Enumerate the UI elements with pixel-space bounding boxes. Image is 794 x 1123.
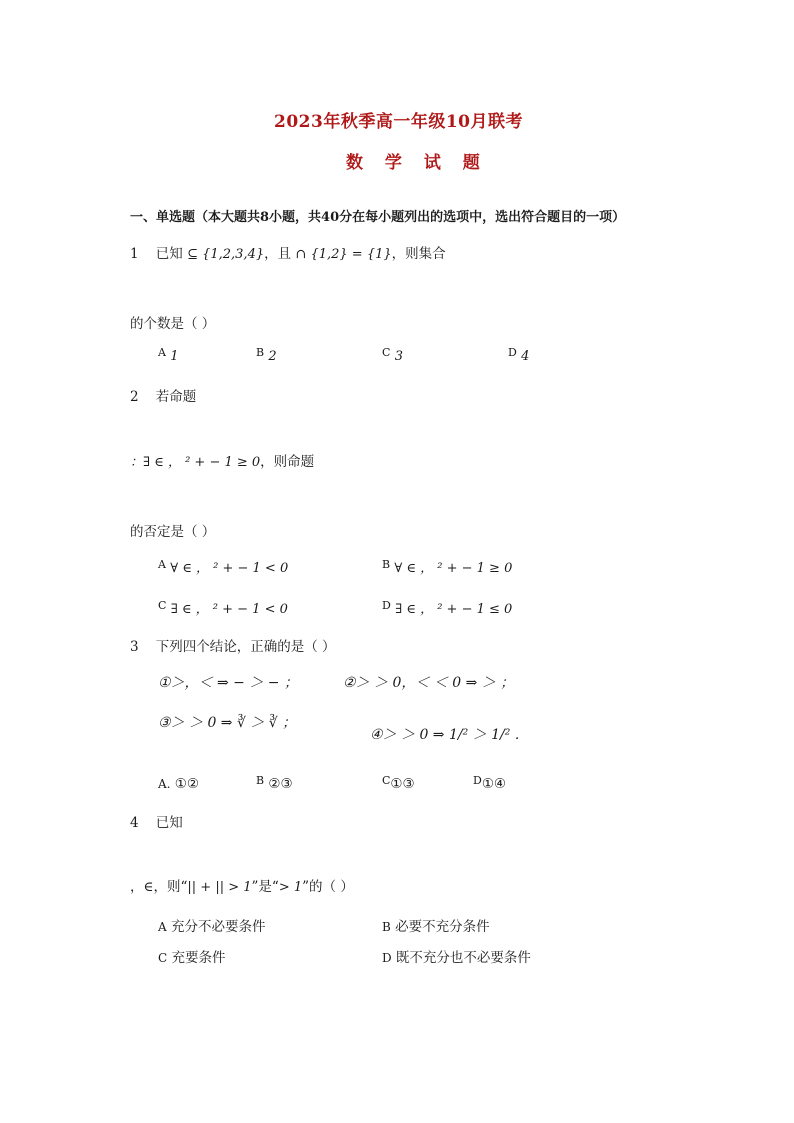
option-label: D — [508, 346, 517, 359]
math-expression: || + || > 1 — [187, 880, 252, 895]
question-4 — [130, 811, 183, 831]
question-1 — [130, 242, 446, 262]
option-label: B — [256, 346, 265, 359]
question-text: 已知 — [155, 815, 183, 831]
question-text: 已知 — [155, 246, 183, 262]
option-label: D — [382, 951, 392, 965]
option-label: A — [158, 920, 167, 934]
question-text: 的否定是（ ） — [130, 524, 216, 540]
option-a — [158, 776, 199, 792]
option-value: ∀ ∈ ， ² + − 1 < 0 — [170, 561, 289, 576]
option-label: D — [382, 599, 391, 612]
question-text: ，且 — [264, 246, 292, 262]
question-number: 1 — [130, 246, 139, 262]
math-expression: ∩ {1,2} = {1} — [295, 247, 392, 262]
question-text: ”是“ — [251, 879, 279, 895]
option-value: ∃ ∈ ， ² + − 1 ≤ 0 — [395, 602, 513, 617]
option-value: 3 — [394, 349, 403, 364]
statement-4: ④＞ ＞ 0 ⇒ 1/² ＞ 1/² ． — [370, 727, 529, 743]
option-b — [256, 348, 277, 364]
option-label: A. — [158, 777, 171, 791]
option-d — [382, 946, 531, 966]
option-d — [473, 776, 506, 792]
option-b — [256, 776, 293, 792]
option-value: ∀ ∈ ， ² + − 1 ≥ 0 — [394, 561, 513, 576]
option-label: A — [158, 346, 166, 359]
option-d — [508, 348, 529, 364]
question-text: 的个数是（ ） — [130, 316, 216, 332]
question-text: ”的（ ） — [302, 879, 354, 895]
option-value: ①④ — [481, 776, 507, 792]
math-expression: ⊆ {1,2,3,4} — [187, 247, 265, 262]
option-a — [158, 915, 265, 935]
option-value: 4 — [521, 349, 530, 364]
option-c — [382, 348, 403, 364]
option-label: A — [158, 558, 166, 571]
option-label: C — [158, 599, 167, 612]
option-a — [158, 348, 179, 364]
option-b — [382, 915, 490, 935]
statement-1: ①＞，＜ ⇒ − ＞ − ； — [158, 675, 298, 691]
option-value: 必要不充分条件 — [395, 919, 490, 935]
question-text: ，则命题 — [260, 454, 315, 470]
question-2 — [130, 385, 196, 405]
question-text: 若命题 — [155, 389, 197, 405]
question-text: ，则集合 — [391, 246, 446, 262]
math-expression: > 1 — [278, 880, 303, 895]
option-label: B — [382, 558, 391, 571]
exam-subtitle: 数 学 试 题 — [346, 153, 488, 173]
option-value: 1 — [170, 349, 179, 364]
option-c — [158, 598, 288, 617]
math-expression: ：∃ ∈ ， ² + − 1 ≥ 0 — [130, 455, 261, 470]
option-label: C — [382, 346, 391, 359]
question-number: 3 — [130, 639, 139, 655]
option-d — [382, 598, 512, 617]
question-text — [130, 450, 314, 470]
option-value: 充要条件 — [171, 950, 226, 966]
option-label: D — [473, 774, 482, 787]
statement-2: ②＞ ＞ 0，＜ ＜ 0 ⇒ ＞ ； — [343, 675, 515, 691]
option-label: B — [382, 920, 391, 934]
section-heading: 一、单选题（本大题共8小题，共40分在每小题列出的选项中，选出符合题目的一项） — [130, 210, 626, 225]
exam-title: 2023年秋季高一年级10月联考 — [274, 112, 523, 132]
option-a — [158, 557, 288, 576]
option-label: C — [158, 951, 168, 965]
question-number: 4 — [130, 815, 139, 831]
question-text: ，∈，则“ — [130, 879, 188, 895]
question-number: 2 — [130, 389, 139, 405]
option-value: 充分不必要条件 — [170, 919, 266, 935]
option-value: 既不充分也不必要条件 — [395, 950, 531, 966]
option-label: C — [382, 774, 391, 787]
question-text: 下列四个结论，正确的是（ ） — [155, 639, 336, 655]
option-value: ②③ — [268, 776, 293, 792]
option-c — [382, 776, 415, 792]
option-b — [382, 557, 512, 576]
option-value: ∃ ∈ ， ² + − 1 < 0 — [170, 602, 288, 617]
option-value: 2 — [268, 349, 277, 364]
option-label: B — [256, 774, 265, 787]
statement-3: ③＞ ＞ 0 ⇒ ∛ ＞ ∛ ； — [158, 715, 297, 731]
question-text — [130, 875, 354, 895]
option-value: ①③ — [390, 776, 415, 792]
question-3 — [130, 635, 336, 655]
option-c — [158, 946, 225, 966]
option-value: ①② — [174, 776, 199, 792]
